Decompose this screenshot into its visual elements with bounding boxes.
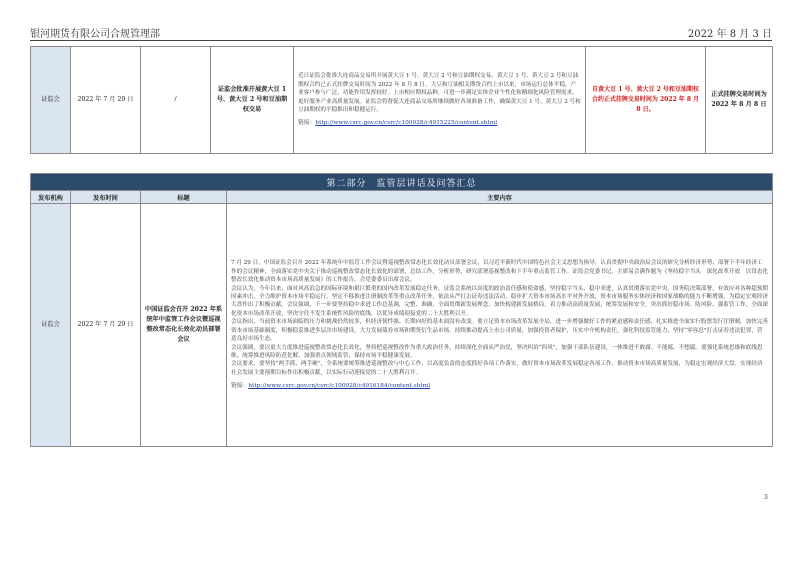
regulation-table	[30, 46, 773, 154]
company-name: 银河期货有限公司合规管理部	[30, 29, 160, 40]
doc-number-cell: /	[141, 47, 211, 154]
speech-table	[30, 173, 773, 447]
content-paragraph: 会议要求，要坚持“两手抓、两手硬”，全系统要统筹推进巡视整改与中心工作，以高度负责的态度抓好各项工作落实，做好资本市场改革发展稳定各项工作，推动资本市场高质量发展，为稳定宏观经济大盘、实现经济社会发展主要预期目标作出积极贡献，以实际行动迎接党的二十大胜利召开。	[231, 361, 763, 376]
agency-cell: 证监会	[31, 204, 71, 447]
link-line	[298, 119, 581, 127]
title-cell: 证监会批准开展黄大豆 1 号、黄大豆 2 号和豆油期权交易	[211, 47, 294, 154]
page-number: 3	[764, 494, 768, 501]
content-paragraph: 7 月 29 日，中国证监会召开 2022 年系统年中监管工作会议暨巡视整改常态化长效化动员部署会议，以习近平新时代中国特色社会主义思想为指导，认真贯彻中央政治局会议的研究分析经济形势、部署下半年经济工作的会议精神，全面落实党中央关于推动巡视整改常态化长效化的部署，总结工作，分析形势，研究部署巡视整改和下半年重点监管工作。证监会党委书记、主席易会满作题为《坚持稳字当头 深化改革开放 以常态化整改长效化推动资本市场高质量发展》的工作报告，会党委委员出席会议。	[231, 260, 769, 284]
source-link[interactable]: http://www.csrc.gov.cn/csrc/c100028/c4916184/content.shtml	[248, 383, 431, 390]
header-date: 2022 年 8 月 3 日	[687, 29, 772, 40]
link-line	[231, 382, 768, 390]
content-paragraph: 会议强调，要以更大力度推进巡视整改常态化长效化，坚持把巡视整改作为重大政治任务，持续深化全面从严治党，坚决纠治“四风”，加强干部队伍建设，一体推进不敢腐、不能腐、不想腐。要强化系统思维和底线思维，统筹推进风险防范化解，加强重点领域监管，保持市场平稳健康发展。	[231, 344, 763, 359]
source-link[interactable]: http://www.csrc.gov.cn/csrc/c100028/c4915225/content.shtml	[315, 120, 498, 127]
column-header: 发布机构	[31, 191, 71, 204]
content-text: 近日证监会批准大连商品交易所开展黄大豆 1 号、黄大豆 2 号和豆油期权交易。黄大豆 1 号、黄大豆 2 号和豆油期权合约已正式挂牌交易时间为 2022 年 8 月 8 日。大豆和豆油相关期货合约上市以来，市场运行总体平稳，产业客户参与广泛，功能作用发挥较好。上市相应期权品种，可进一步满足实体企业个性化和精细化风险管理需求，更好服务产业高质量发展。证监会将督促大连商品交易所继续做好各项准备工作，确保黄大豆 1 号、黄大豆 2 号和豆油期权的平稳推出和稳健运行。	[298, 73, 581, 113]
link-prefix: 链接：	[298, 120, 316, 127]
title-cell: 中国证监会召开 2022 年系统年中监管工作会议暨巡视整改常态化长效化动员部署会议	[141, 204, 227, 447]
table-header-row	[31, 191, 773, 204]
remark-cell: 自黄大豆 1 号、黄大豆 2 号和豆油期权合约正式挂牌交易时间为 2022 年 8 月 8 日。	[586, 47, 706, 154]
content-cell	[294, 47, 586, 154]
content-paragraph: 会议指出，当前资本市场面临的压力和挑战仍然较多，但经济韧性强、长期向好的基本面没有改变。要立足资本市场改革发展全局，进一步增强做好工作的紧迫感和责任感，扎实推进全面实行股票发行注册制，加快完善资本市场基础制度，积极稳妥推进多层次市场建设，大力发展债券市场和期货衍生品市场，持续推动提高上市公司质量，加强投资者保护，压实中介机构责任，强化科技监管能力，坚持“零容忍”打击证券违法犯罪，营造良好市场生态。	[231, 319, 769, 343]
column-header: 发布时间	[71, 191, 141, 204]
date-cell: 2022 年 7 月 29 日	[71, 204, 141, 447]
column-header: 标题	[141, 191, 227, 204]
table-row	[31, 204, 773, 447]
link-prefix: 链接：	[231, 383, 249, 390]
page-header	[30, 24, 772, 41]
content-cell	[227, 204, 773, 447]
column-header: 主要内容	[227, 191, 773, 204]
content-paragraph: 会议认为，今年以来，面对风高浪急的国际环境和艰巨繁重的国内改革发展稳定任务，证监会系统以高度的政治责任感和使命感，坚持稳字当头、稳中求进，认真贯彻落实党中央、国务院决策部署，有效应对各种超预期因素冲击，全力维护资本市场平稳运行，坚定不移推进注册制改革等重点改革任务，依法从严打击证券违法活动，稳步扩大资本市场高水平对外开放，资本市场服务实体经济和国家战略的能力不断增强，为稳定宏观经济大盘作出了积极贡献。会议强调，下一步要坚持稳中求进工作总基调，完整、准确、全面贯彻新发展理念，加快构建新发展格局，着力推动高质量发展，统筹发展和安全，突出抓好稳市场、防风险、强监管工作，全面深化资本市场改革开放，坚决守住不发生系统性风险的底线，以优异成绩迎接党的二十大胜利召开。	[231, 285, 769, 317]
section-title: 第二部分 监管层讲话及问答汇总	[31, 174, 773, 191]
agency-cell: 证监会	[31, 47, 71, 154]
effective-date-cell: 正式挂牌交易时间为 2022 年 8 月 8 日	[706, 47, 773, 154]
date-cell: 2022 年 7 月 29 日	[71, 47, 141, 154]
table-row	[31, 47, 773, 154]
